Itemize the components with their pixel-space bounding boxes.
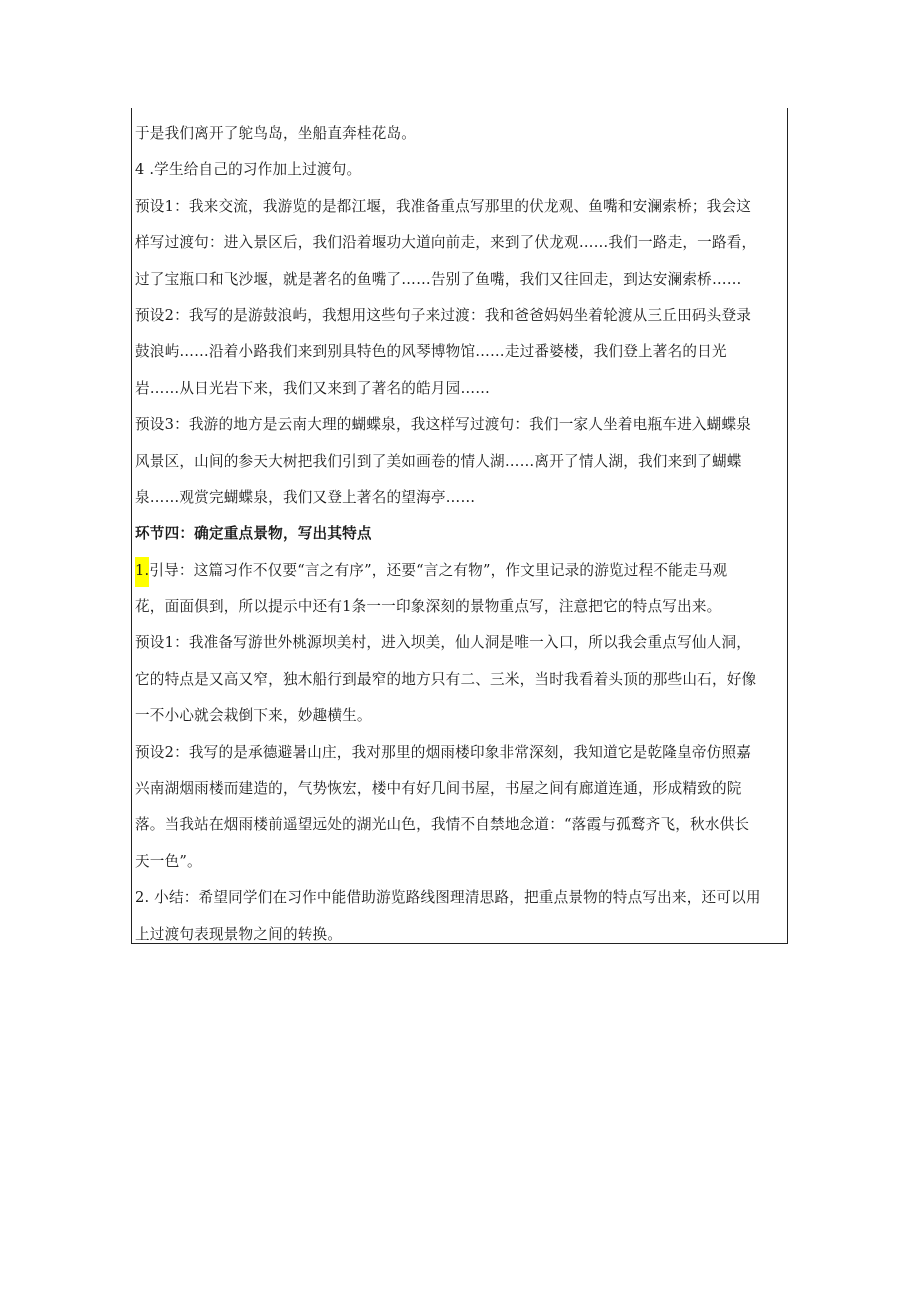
text-line: 过了宝瓶口和飞沙堰，就是著名的鱼嘴了……告别了鱼嘴，我们又往回走，到达安澜索桥…… [135,270,742,288]
document-table-cell [131,108,788,944]
text-line: 4 .学生给自己的习作加上过渡句。 [135,161,362,179]
text-line: 预设1：我来交流，我游览的是都江堰，我准备重点写那里的伏龙观、鱼嘴和安澜索桥；我会这 [135,197,752,215]
text-line: 样写过渡句：进入景区后，我们沿着堰功大道向前走，来到了伏龙观……我们一路走，一路看， [135,234,757,252]
document-body [135,116,783,953]
text-line: 岩……从日光岩下来，我们又来到了著名的皓月园…… [135,379,491,397]
guide-line [135,553,783,589]
preset-line: 一不小心就会栽倒下来，妙趣横生。 [135,707,372,725]
highlighted-number: 1. [135,557,149,587]
text-line: 于是我们离开了鸵鸟岛，坐船直奔桂花岛。 [135,125,417,142]
preset-line: 预设2：我写的是承德避暑山庄，我对那里的烟雨楼印象非常深刻，我知道它是乾隆皇帝仿照嘉 [135,743,752,761]
preset-line: 天一色”。 [135,852,202,870]
preset-line: 兴南湖烟雨楼而建造的，气势恢宏，楼中有好几间书屋，书屋之间有廊道连通，形成精致的院 [135,780,742,798]
preset-line: 预设1：我准备写游世外桃源坝美村，进入坝美，仙人洞是唯一入口，所以我会重点写仙人洞， [135,634,752,652]
text-line: 预设3：我游的地方是云南大理的蝴蝶泉，我这样写过渡句：我们一家人坐着电瓶车进入蝴蝶泉 [135,416,752,434]
preset-line: 它的特点是又高又窄，独木船行到最窄的地方只有二、三米，当时我看着头顶的那些山石，好像 [135,670,757,688]
summary-line: 2. 小结：希望同学们在习作中能借助游览路线图理清思路，把重点景物的特点写出来，还可以用 [135,889,761,907]
text-line: 预设2：我写的是游鼓浪屿，我想用这些句子来过渡：我和爸爸妈妈坐着轮渡从三丘田码头登录 [135,306,752,324]
preset-line: 落。当我站在烟雨楼前遥望远处的湖光山色，我情不自禁地念道：“落霞与孤鹜齐飞，秋水供长 [135,816,750,834]
summary-line: 上过渡句表现景物之间的转换。 [135,925,343,943]
guide-line: 花，面面俱到，所以提示中还有1条一一印象深刻的景物重点写，注意把它的特点写出来。 [135,598,722,616]
guide-text: 引导：这篇习作不仅要“言之有序”，还要“言之有物”，作文里记录的游览过程不能走马观 [149,561,728,579]
text-line: 泉……观赏完蝴蝶泉，我们又登上著名的望海亭…… [135,488,476,506]
text-line: 风景区，山间的参天大树把我们引到了美如画卷的情人湖……离开了情人湖，我们来到了蝴蝶 [135,452,742,470]
text-line: 鼓浪屿……沿着小路我们来到别具特色的风琴博物馆……走过番婆楼，我们登上著名的日光 [135,343,727,361]
section-heading: 环节四：确定重点景物，写出其特点 [135,525,372,543]
